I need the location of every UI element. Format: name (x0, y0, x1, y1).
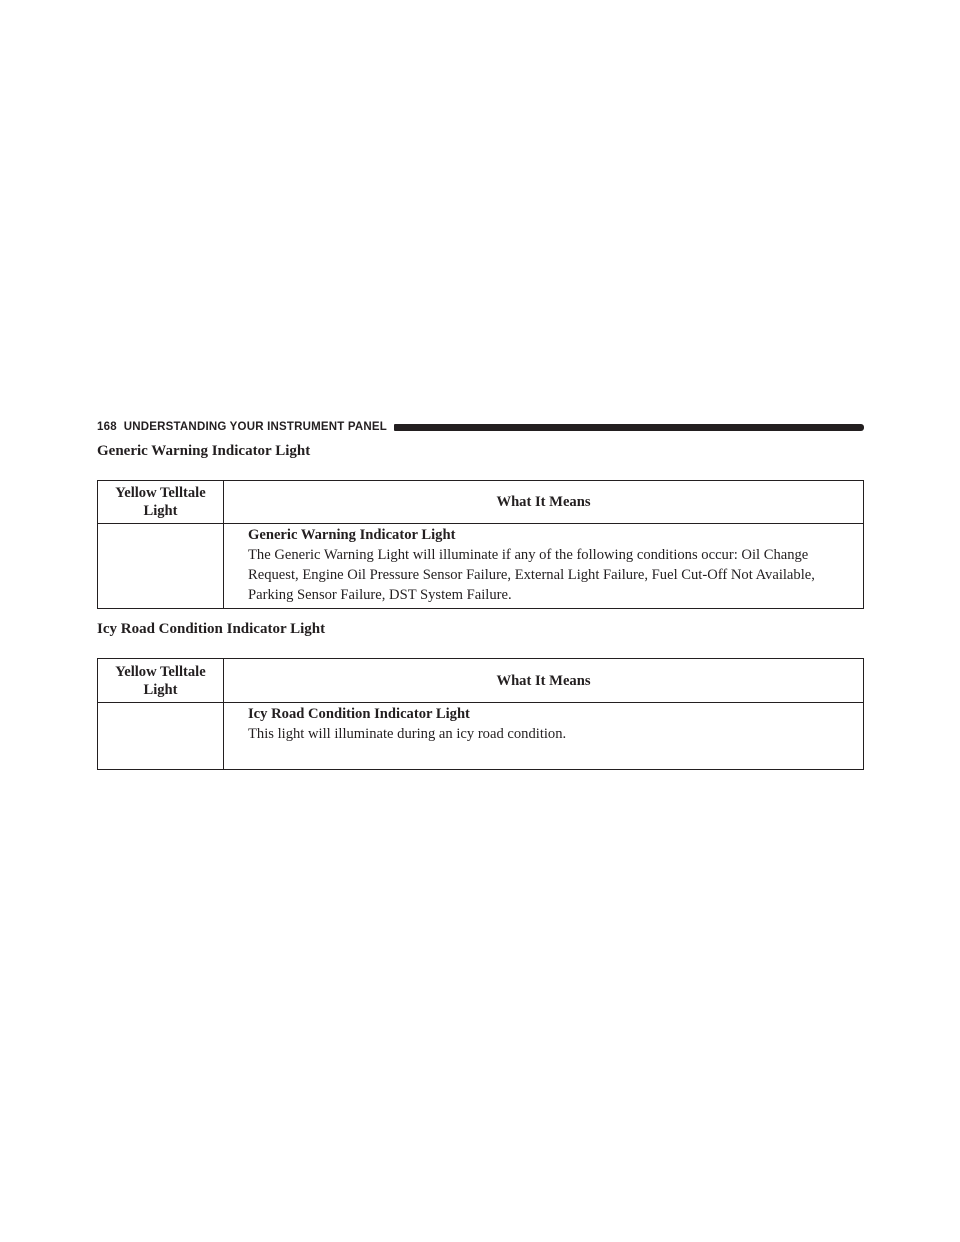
col-header-meaning: What It Means (224, 481, 864, 524)
table-row (98, 524, 864, 609)
page-header (97, 419, 864, 435)
telltale-icon-cell (98, 524, 224, 609)
page-number: 168 (97, 421, 117, 433)
header-rule (394, 424, 864, 431)
section-title-icy-road: Icy Road Condition Indicator Light (97, 621, 326, 637)
telltale-table-generic-warning (97, 480, 864, 609)
col-header-meaning: What It Means (224, 659, 864, 703)
row-description: This light will illuminate during an icy road condition. (248, 726, 567, 742)
col-header-telltale: Yellow Telltale Light (98, 659, 224, 703)
telltale-icon-cell (98, 703, 224, 770)
col-header-telltale: Yellow Telltale Light (98, 481, 224, 524)
table-row (98, 703, 864, 770)
table-header-row (98, 481, 864, 524)
running-title: UNDERSTANDING YOUR INSTRUMENT PANEL (123, 421, 387, 433)
row-description: The Generic Warning Light will illuminate if any of the following conditions occur: Oil Change Request, Engine Oil Pressure Sensor Failure, External Light Failure, Fuel Cut-Off Not Available, Parking Sensor Failure, DST System Failure. (248, 547, 815, 603)
section-title-generic-warning: Generic Warning Indicator Light (97, 443, 311, 459)
table-header-row (98, 659, 864, 703)
row-title: Generic Warning Indicator Light (248, 527, 456, 543)
meaning-cell (224, 703, 864, 770)
meaning-cell (224, 524, 864, 609)
telltale-table-icy-road (97, 658, 864, 770)
row-title: Icy Road Condition Indicator Light (248, 706, 470, 722)
